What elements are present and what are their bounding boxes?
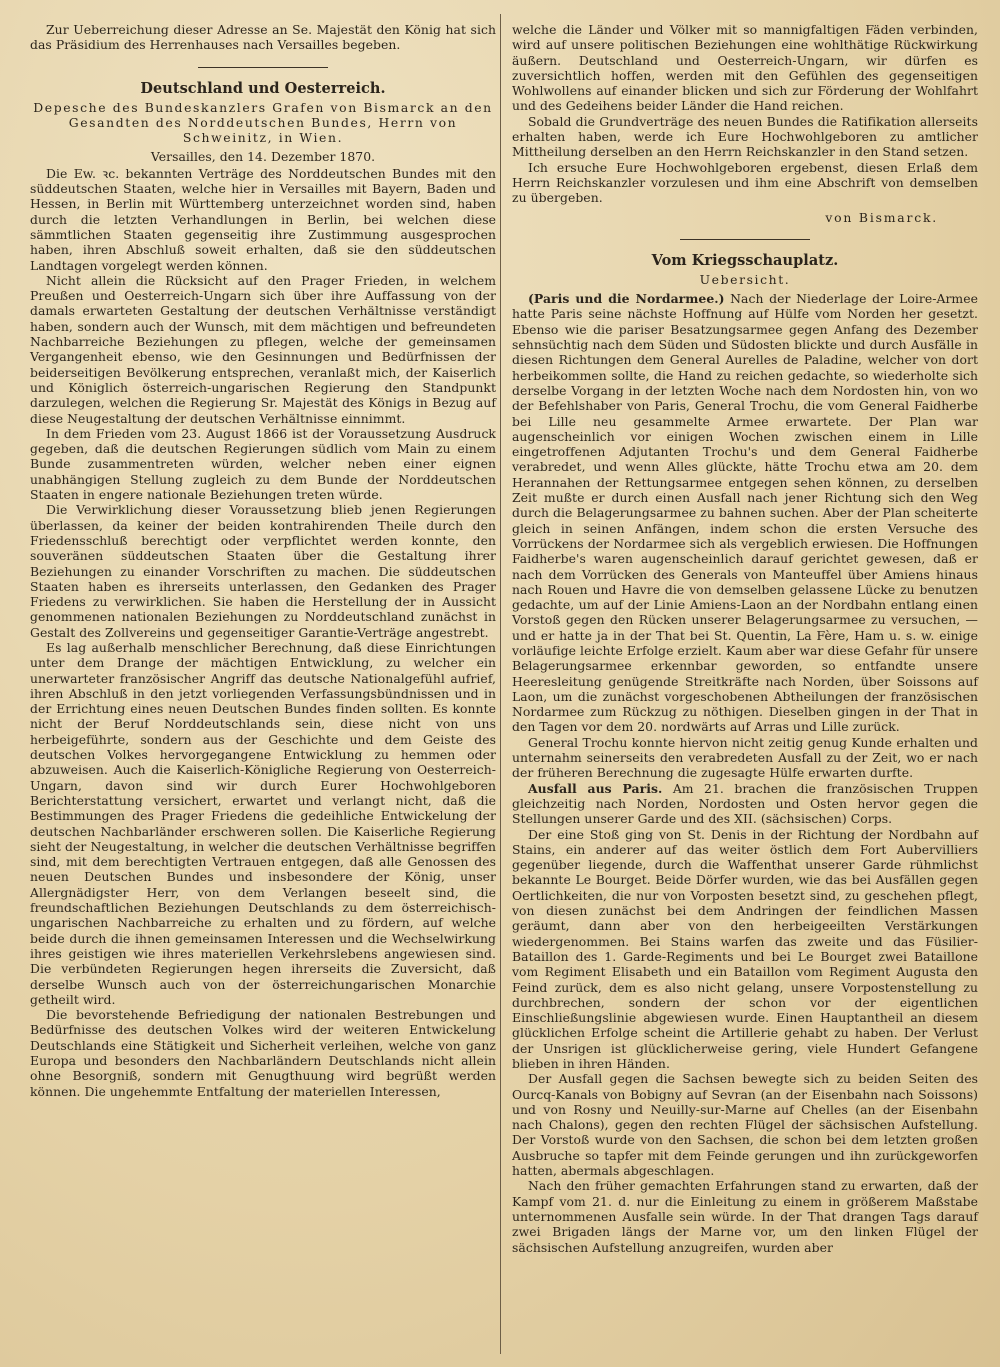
article-headline: Vom Kriegsschauplatz.: [651, 251, 839, 269]
section-text: Der eine Stoß ging von St. Denis in der Richtung der Nordbahn auf Stains, ein anderer auf das weiter östlich dem Fort Aubervilliers gegenüber liegende, durch die Waffenthat unserer Garde rühmlichst bekannte Le Bourget. Beide Dörfer wurden, wie das bei Ausfällen gegen Oertlichkeiten, die nur von Vorposten besetzt sind, zu geschehen pflegt, von diesen zunächst bei dem Andringen der feindlichen Massen geräumt, dann aber von den herbeigeeilten Verstärkungen wiedergenommen. Bei Stains warfen das zweite und das Füsilier-Bataillon des 1. Garde-Regiments und bei Le Bourget zwei Bataillone vom Regiment Elisabeth und ein Bataillon vom Regiment Augusta den Feind zurück, dem es also nicht gelang, unsere Vorpostenstellung zu durchbrechen, sondern der schon vor der eigentlichen Einschließungslinie abgewiesen wurde. Einen Hauptantheil an diesem glücklichen Erfolge scheint die Artillerie gehabt zu haben. Der Verlust der Unsrigen ist glücklicherweise gering, viele Hundert Gefangene blieben in ihren Händen.: [512, 826, 978, 1071]
paragraph: Es lag außerhalb menschlicher Berechnung, daß diese Einrichtungen unter dem Drange der mächtigen Entwicklung, zu welcher ein unerwarteter französischer Angriff das deutsche Nationalgefühl aufrief, ihren Abschluß in den jetzt vorliegenden Verfassungsbündnissen und in der Errichtung eines neuen Deutschen Bundes finden sollten. Es konnte nicht der Beruf Norddeutschlands sein, diese nicht von uns herbeigeführte, sondern aus der Geschichte und dem Geiste des deutschen Volkes hervorgegangene Entwicklung zu hemmen oder abzuweisen. Auch die Kaiserlich-Königliche Regierung von Oesterreich-Ungarn, davon sind wir durch Eurer Hochwohlgeboren Berichterstattung versichert, erwartet und verlangt nicht, daß die Bestimmungen des Prager Friedens die gedeihliche Entwickelung der deutschen Nachbarländer erschweren sollen. Die Kaiserliche Regierung sieht der Neugestaltung, in welcher die deutschen Verhältnisse begriffen sind, mit dem berechtigten Vertrauen entgegen, daß alle Genossen des neuen Deutschen Bundes und insbesondere der König, unser Allergnädigster Herr, von dem Verlangen beseelt sind, die freundschaftlichen Beziehungen Deutschlands zu dem österreichisch-ungarischen Nachbarreiche zu erhalten und zu fördern, auf welche beide durch die ihnen gemeinsamen Interessen und die Wechselwirkung ihres geistigen wie ihres materiellen Verkehrslebens angewiesen sind. Die verbündeten Regierungen hegen ihrerseits die Zuversicht, daß derselbe Wunsch auch von der österreichungarischen Monarchie getheilt wird.: [30, 639, 496, 1007]
dateline: Versailles, den 14. Dezember 1870.: [150, 149, 376, 165]
paragraph: Die bevorstehende Befriedigung der nationalen Bestrebungen und Bedürfnisse des deutschen Volkes wird der weiteren Entwickelung Deutschlands eine Stätigkeit und Sicherheit verleihen, welche von ganz Europa und besonders den Nachbarländern Deutschlands nicht allein ohne Besorgniß, sondern mit Genugthuung wird begrüßt werden können. Die ungehemmte Entfaltung der materiellen Interessen,: [30, 1007, 496, 1099]
paragraph: Sobald die Grundverträge des neuen Bundes die Ratifikation allerseits erhalten haben, werde ich Eure Hochwohlgeboren zu amtlicher Mittheilung derselben an den Herrn Reichskanzler in den Stand setzen.: [512, 113, 978, 160]
section-separator: [680, 239, 810, 240]
paragraph: In dem Frieden vom 23. August 1866 ist der Voraussetzung Ausdruck gegeben, daß die deutschen Regierungen südlich vom Main zu einem Bunde zusammentreten würden, welcher neben einer eignen unabhängigen Stellung zugleich zu dem Bunde der Norddeutschen Staaten in engere nationale Beziehungen treten würde.: [30, 425, 496, 503]
section-paragraph: [512, 781, 978, 827]
section-text: Der Ausfall gegen die Sachsen bewegte sich zu beiden Seiten des Ourcq-Kanals von Bobigny auf Sevran (an der Eisenbahn nach Soissons) und von Rosny und Neuilly-sur-Marne auf Chelles (an der Eisenbahn nach Chalons), gegen den rechten Flügel der sächsischen Aufstellung. Der Vorstoß wurde von den Sachsen, die schon bei dem letzten großen Ausbruche so tapfer mit dem Feinde gerungen und ihn zurückgeworfen hatten, abermals abgeschlagen.: [512, 1071, 978, 1179]
section-lead: (Paris und die Nordarmee.): [528, 291, 725, 307]
right-column: [512, 22, 978, 1255]
section-paragraph: [512, 735, 978, 781]
section-text: Nach der Niederlage der Loire-Armee hatte Paris seine nächste Hoffnung auf Hülfe vom Norden her gesetzt. Ebenso wie die pariser Besatzungsarmee gegen Anfang des Dezember sehnsüchtig nach dem Süden und Südosten blickte und durch Ausfälle in diesen Richtungen dem General Aurelles de Paladine, welcher von dort herbeikommen sollte, die Hand zu reichen gedachte, so wiederholte sich derselbe Vorgang in der letzten Woche nach dem Nordosten hin, von wo der Befehlshaber von Paris, General Trochu, die vom General Faidherbe bei Lille neu gesammelte Armee erwartete. Der Plan war augenscheinlich vor einigen Wochen zwischen einem in Lille eingetroffenen Adjutanten Trochu's und dem General Faidherbe verabredet, und wenn Alles glückte, hätte Trochu etwa am 20. dem Herannahen der Rettungsarmee entgegen sehen können, zu derselben Zeit mußte er durch einen Ausfall nach jener Richtung sich den Weg durch die Belagerungsarmee zu bahnen suchen. Aber der Plan scheiterte gleich in seinen Anfängen, indem schon die ersten Versuche des Vorrückens der Nordarmee sich als vergeblich erwiesen. Die Hoffnungen Faidherbe's waren augenscheinlich darauf gerichtet gewesen, daß er nach dem Vorrücken des Generals von Manteuffel über Amiens hinaus nach Rouen und Havre die von demselben gelassene Lücke zu benutzen gedachte, um auf der Linie Amiens-Laon an der Nordbahn entlang einen Vorstoß gegen den Rücken unserer Belagerungsarmee zu versuchen, — und er hatte ja in der That bei St. Quentin, La Fère, Ham u. s. w. einige vorläufige leichte Erfolge erzielt. Kaum aber war diese Gefahr für unsere Belagerungsarmee erkennbar geworden, so entfandte unsere Heeresleitung genügende Streitkräfte nach Norden, über Soissons auf Laon, um die zunächst vorgeschobenen Abtheilungen der französischen Nordarmee zum Rückzug zu nöthigen. Dieselben gingen in der That in den Tagen vor dem 20. nordwärts auf Arras und Lille zurück.: [512, 291, 978, 735]
left-column: [30, 22, 496, 1099]
section-paragraph: [512, 1071, 978, 1178]
section-text: General Trochu konnte hiervon nicht zeitig genug Kunde erhalten und unternahm seinerseits den verabredeten Ausfall zu der Zeit, wo er nach der früheren Berechnung die zugesagte Hülfe erwarten durfte.: [512, 734, 978, 781]
section-separator: [198, 67, 328, 68]
continuation-paragraph: welche die Länder und Völker mit so mannigfaltigen Fäden verbinden, wird auf unsere politischen Beziehungen eine wohlthätige Rückwirkung äußern. Deutschland und Oesterreich-Ungarn, wir dürfen es zuversichtlich hoffen, werden mit den Gefühlen des gegenseitigen Wohlwollens auf einander blicken und sich zur Förderung der Wohlfahrt und des Gedeihens beider Länder die Hand reichen.: [512, 22, 978, 114]
section-paragraph: [512, 1178, 978, 1254]
article-headline: Deutschland und Oesterreich.: [140, 79, 386, 97]
paragraph: Die Verwirklichung dieser Voraussetzung blieb jenen Regierungen überlassen, da keiner der beiden kontrahirenden Theile durch den Friedensschluß berechtigt oder verpflichtet werden konnte, den souveränen süddeutschen Staaten über die Gestaltung ihrer Beziehungen zu einander Vorschriften zu machen. Die süddeutschen Staaten haben es ihrerseits unterlassen, den Gedanken des Prager Friedens zu verwirklichen. Sie haben die Herstellung der in Aussicht genommenen nationalen Beziehungen zu Norddeutschland zunächst in Gestalt des Zollvereins und gegenseitiger Garantie-Verträge angestrebt.: [30, 502, 496, 640]
article-subhead: Uebersicht.: [699, 271, 791, 287]
column-divider: [500, 14, 501, 1354]
paragraph: Die Ew. ꝛc. bekannten Verträge des Norddeutschen Bundes mit den süddeutschen Staaten, welche hier in Versailles mit Bayern, Baden und Hessen, in Berlin mit Württemberg unterzeichnet worden sind, haben durch die letzten Verhandlungen in Berlin, bei welchen diese sämmtlichen Staaten gegenseitig ihre Zustimmung ausgesprochen haben, ihren Abschluß soweit erhalten, daß sie den süddeutschen Landtagen vorgelegt werden können.: [30, 165, 496, 273]
paragraph: Nicht allein die Rücksicht auf den Prager Frieden, in welchem Preußen und Oesterreich-Ungarn sich über ihre Auffassung von der damals erwarteten Gestaltung der deutschen Verhältnisse verständigt haben, sondern auch der Wunsch, mit dem mächtigen und befreundeten Nachbarreiche Beziehungen zu pflegen, welche der gemeinsamen Vergangenheit ebenso, wie den Gesinnungen und Bedürfnissen der beiderseitigen Bevölkerung entsprechen, veranlaßt mich, der Kaiserlich und Königlich österreich-ungarischen Regierung den Standpunkt darzulegen, welchen die Regierung Sr. Majestät des Königs in Bezug auf diese Neugestaltung der deutschen Verhältnisse einnimmt.: [30, 272, 496, 426]
paragraph: Ich ersuche Eure Hochwohlgeboren ergebenst, diesen Erlaß dem Herrn Reichskanzler vorzulesen und ihm eine Abschrift von demselben zu übergeben.: [512, 159, 978, 206]
signature: von Bismarck.: [825, 209, 938, 225]
article-subhead: Depesche des Bundeskanzlers Grafen von Bismarck an den Gesandten des Norddeutschen Bundes, Herrn von Schweinitz, in Wien.: [33, 99, 493, 146]
intro-paragraph: Zur Ueberreichung dieser Adresse an Se. Majestät den König hat sich das Präsidium des Herrenhauses nach Versailles begeben.: [30, 22, 496, 53]
section-paragraph: [512, 827, 978, 1072]
section-lead: Ausfall aus Paris.: [528, 780, 663, 796]
section-text: Am 21. brachen die französischen Truppen gleichzeitig nach Norden, Nordosten und Osten hervor gegen die Stellungen unserer Garde und des XII. (sächsischen) Corps.: [512, 780, 978, 827]
section-paragraph: [512, 291, 978, 735]
section-text: Nach den früher gemachten Erfahrungen stand zu erwarten, daß der Kampf vom 21. d. nur die Einleitung zu einem in größerem Maßstabe unternommenen Ausfalle sein würde. In der That drangen Tags darauf zwei Brigaden längs der Marne vor, um den linken Flügel der sächsischen Aufstellung anzugreifen, wurden aber: [512, 1178, 978, 1255]
